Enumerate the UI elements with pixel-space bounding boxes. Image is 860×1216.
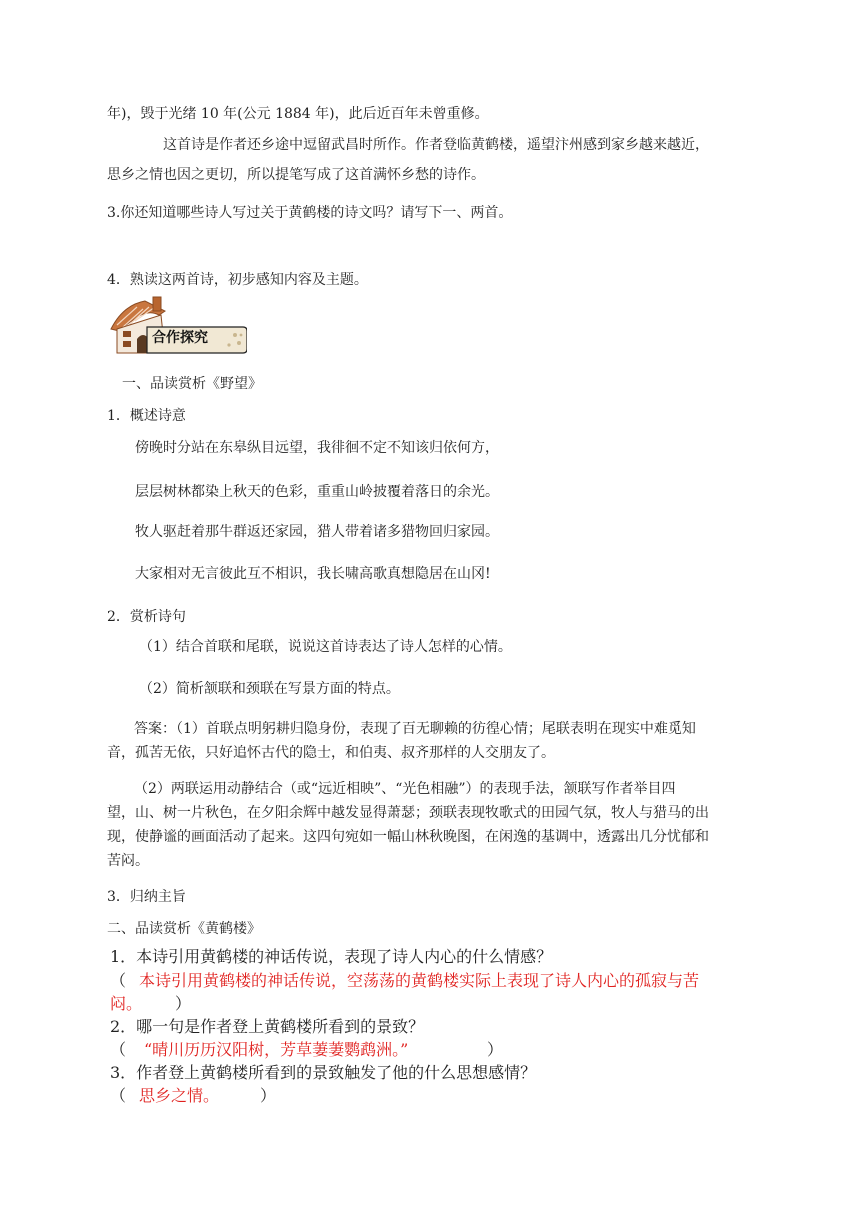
part2-a2-close: ）: [487, 1040, 504, 1059]
answer-2-line-1: （2）两联运用动静结合（或“远近相映”、“光色相融”）的表现手法，颔联写作者举目四: [134, 781, 676, 797]
part1-heading: 一、品读赏析《野望》: [122, 376, 262, 392]
hut-section-icon: [107, 295, 247, 357]
part2-q2: 2．哪一句是作者登上黄鹤楼所看到的景致？: [110, 1017, 425, 1036]
answer-2-line-2: 望，山、树一片秋色，在夕阳余辉中越发显得萧瑟；颈联表现牧歌式的田园气氛，牧人与猎马的出: [107, 805, 709, 821]
poem-line-2: 层层树林都染上秋天的色彩，重重山岭披覆着落日的余光。: [135, 484, 499, 500]
part1-sub2: 2．赏析诗句: [107, 609, 186, 625]
part1-q2: （2）简析颔联和颈联在写景方面的特点。: [139, 681, 400, 697]
poem-line-1: 傍晚时分站在东皋纵目远望，我徘徊不定不知该归依何方，: [135, 440, 499, 456]
answer-1-line-1: 答案：（1）首联点明躬耕归隐身份，表现了百无聊赖的彷徨心情；尾联表明在现实中难觅知: [134, 721, 696, 737]
part2-a1-line-1: 本诗引用黄鹤楼的神话传说，空荡荡的黄鹤楼实际上表现了诗人内心的孤寂与苦: [139, 971, 700, 990]
question-3: 3.你还知道哪些诗人写过关于黄鹤楼的诗文吗？请写下一、两首。: [107, 205, 513, 221]
answer-2-line-3: 现，使静谧的画面活动了起来。这四句宛如一幅山林秋晚图，在闲逸的基调中，透露出几分忧郁和: [107, 829, 709, 845]
part2-q3: 3．作者登上黄鹤楼所看到的景致触发了他的什么思想感情？: [110, 1063, 537, 1082]
intro-para-2-line-1: 这首诗是作者还乡途中逗留武昌时所作。作者登临黄鹤楼，遥望汴州感到家乡越来越近，: [163, 137, 709, 153]
part1-sub3: 3．归纳主旨: [107, 889, 186, 905]
part2-heading: 二、品读赏析《黄鹤楼》: [107, 921, 261, 937]
part2-a1-close: ）: [175, 994, 192, 1013]
part2-a1-open: （: [110, 971, 127, 990]
part2-a3: 思乡之情。: [139, 1086, 220, 1105]
part2-a1-line-2: 闷。: [110, 994, 143, 1013]
part2-q1: 1．本诗引用黄鹤楼的神话传说，表现了诗人内心的什么情感？: [110, 947, 553, 966]
part1-q1: （1）结合首联和尾联，说说这首诗表达了诗人怎样的心情。: [139, 639, 512, 655]
poem-line-3: 牧人驱赶着那牛群返还家园，猎人带着诸多猎物回归家园。: [135, 524, 499, 540]
intro-line-1: 年)，毁于光绪 10 年(公元 1884 年)，此后近百年未曾重修。: [107, 106, 489, 122]
part2-a3-open: （: [110, 1086, 127, 1105]
answer-2-line-4: 苦闷。: [107, 853, 149, 869]
poem-line-4: 大家相对无言彼此互不相识，我长啸高歌真想隐居在山冈!: [135, 566, 491, 582]
part2-a3-close: ）: [260, 1086, 277, 1105]
part2-a2-open: （: [110, 1040, 127, 1059]
intro-para-2-line-2: 思乡之情也因之更切，所以提笔写成了这首满怀乡愁的诗作。: [107, 167, 485, 183]
section-badge-label: 合作探究: [152, 330, 208, 346]
part2-a2: “晴川历历汉阳树，芳草萋萋鹦鹉洲。”: [144, 1040, 409, 1059]
question-4: 4．熟读这两首诗，初步感知内容及主题。: [107, 272, 368, 288]
answer-1-line-2: 音，孤苦无依，只好追怀古代的隐士，和伯夷、叔齐那样的人交朋友了。: [107, 745, 555, 761]
part1-sub1: 1．概述诗意: [107, 408, 186, 424]
